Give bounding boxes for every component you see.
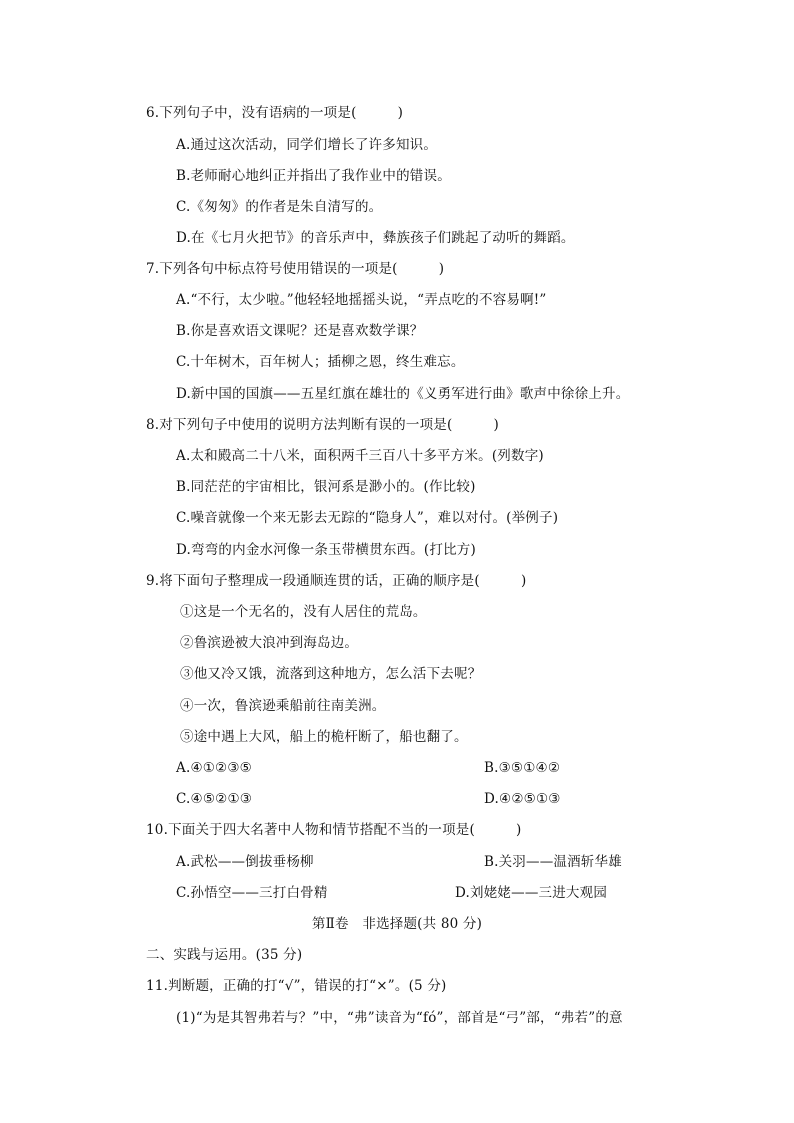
q9-sentence-5: ⑤途中遇上大风，船上的桅杆断了，船也翻了。 xyxy=(180,729,468,745)
q9-option-a: A.④①②③⑤ xyxy=(176,760,252,776)
q10-option-d: D.刘姥姥——三进大观园 xyxy=(455,885,608,901)
q7-option-a: A.“不行，太少啦。”他轻轻地摇摇头说，“弄点吃的不容易啊!” xyxy=(176,292,547,308)
q10-option-c: C.孙悟空——三打白骨精 xyxy=(176,885,328,901)
q9-option-c: C.④⑤②①③ xyxy=(176,791,253,807)
q8-option-b: B.同茫茫的宇宙相比，银河系是渺小的。(作比较) xyxy=(176,479,476,495)
q9-stem: 9.将下面句子整理成一段通顺连贯的话，正确的顺序是( ) xyxy=(146,573,527,589)
q9-option-d: D.④②⑤①③ xyxy=(484,791,561,807)
q9-sentence-4: ④一次，鲁滨逊乘船前往南美洲。 xyxy=(180,698,386,714)
q11-stem: 11.判断题，正确的打“√”，错误的打“×”。(5 分) xyxy=(146,978,447,994)
q10-option-b: B.关羽——温酒斩华雄 xyxy=(484,854,622,870)
q6-option-c: C.《匆匆》的作者是朱自清写的。 xyxy=(176,199,383,215)
q6-option-d: D.在《七月火把节》的音乐声中，彝族孩子们跳起了动听的舞蹈。 xyxy=(176,230,575,246)
q10-option-a: A.武松——倒拔垂杨柳 xyxy=(176,854,314,870)
q9-sentence-1: ①这是一个无名的，没有人居住的荒岛。 xyxy=(180,604,427,620)
q9-option-b: B.③⑤①④② xyxy=(484,760,561,776)
q8-stem: 8.对下列句子中使用的说明方法判断有误的一项是( ) xyxy=(146,417,500,433)
q6-stem: 6.下列句子中，没有语病的一项是( ) xyxy=(146,105,404,121)
section-heading: 二、实践与运用。(35 分) xyxy=(146,947,303,963)
q7-option-d: D.新中国的国旗——五星红旗在雄壮的《义勇军进行曲》歌声中徐徐上升。 xyxy=(176,386,630,402)
q11-item-1: (1)“为是其智弗若与？”中，“弗”读音为“fó”，部首是“弓”部，“弗若”的意 xyxy=(176,1010,623,1026)
part2-title: 第Ⅱ卷 非选择题(共 80 分) xyxy=(311,916,483,932)
q10-stem: 10.下面关于四大名著中人物和情节搭配不当的一项是( ) xyxy=(146,822,522,838)
q7-option-c: C.十年树木，百年树人；插柳之恩，终生难忘。 xyxy=(176,354,465,370)
q7-option-b: B.你是喜欢语文课呢？还是喜欢数学课？ xyxy=(176,323,424,339)
q9-sentence-2: ②鲁滨逊被大浪冲到海岛边。 xyxy=(180,635,359,651)
q8-option-a: A.太和殿高二十八米，面积两千三百八十多平方米。(列数字) xyxy=(176,448,544,464)
q8-option-d: D.弯弯的内金水河像一条玉带横贯东西。(打比方) xyxy=(176,542,476,558)
q6-option-a: A.通过这次活动，同学们增长了许多知识。 xyxy=(176,137,438,153)
q8-option-c: C.噪音就像一个来无影去无踪的“隐身人”，难以对付。(举例子) xyxy=(176,510,559,526)
q9-sentence-3: ③他又冷又饿，流落到这种地方，怎么活下去呢？ xyxy=(180,666,482,682)
q6-option-b: B.老师耐心地纠正并指出了我作业中的错误。 xyxy=(176,168,451,184)
q7-stem: 7.下列各句中标点符号使用错误的一项是( ) xyxy=(146,261,445,277)
